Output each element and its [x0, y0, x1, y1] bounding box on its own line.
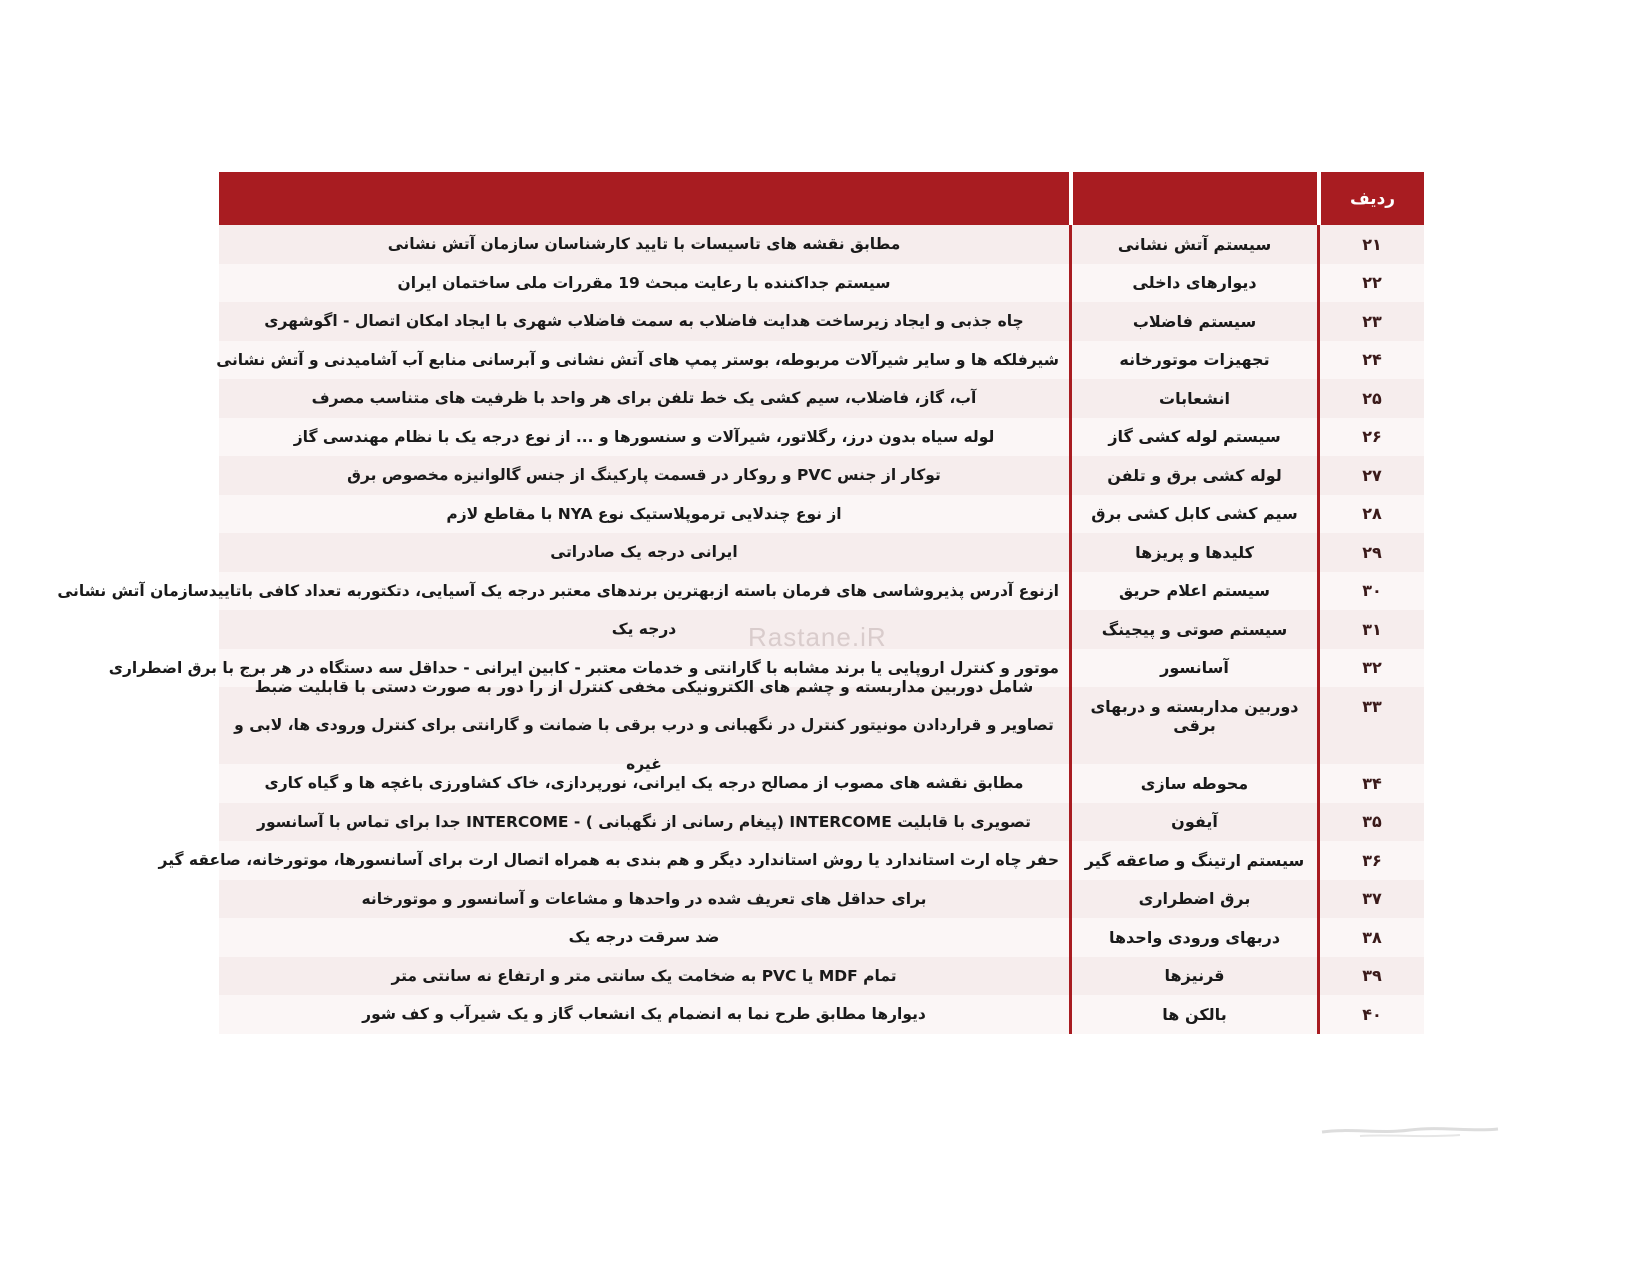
row-number: ۳۸ [1317, 918, 1424, 957]
row-number: ۳۶ [1317, 841, 1424, 880]
row-description: توکار از جنس PVC و روکار در قسمت پارکینگ از جنس گالوانیزه مخصوص برق [347, 466, 941, 484]
row-description: درجه یک [611, 620, 677, 638]
table-row [219, 533, 1424, 572]
table-row [219, 677, 1424, 773]
table-row [219, 764, 1424, 803]
table-row [219, 495, 1424, 534]
row-description: دیوارها مطابق طرح نما به انضمام یک انشعاب گاز و یک شیرآب و کف شور [362, 1005, 926, 1023]
scan-artifact [1320, 1120, 1500, 1142]
row-system: سیستم اعلام حریق [1069, 572, 1317, 611]
row-number: ۴۰ [1317, 995, 1424, 1034]
row-description: شیرفلکه ها و سایر شیرآلات مربوطه، بوستر پمپ های آتش نشانی و آبرسانی منابع آب آشامیدنی و آتش نشانی [216, 350, 1059, 369]
table-row [158, 841, 1424, 880]
row-number: ۲۳ [1317, 302, 1424, 341]
table-row [219, 302, 1424, 341]
header-row-number: ردیف [1317, 172, 1424, 225]
row-description: از نوع چندلایی ترموپلاستیک نوع NYA با مقاطع لازم [446, 504, 842, 523]
row-system: انشعابات [1069, 379, 1317, 418]
table-row [216, 341, 1424, 380]
row-description: ازنوع آدرس پذیروشاسی های فرمان باسته ازبهترین برندهای معتبر درجه یک آسیایی، دتکتوربه تعداد کافی باتاییدسازمان آتش نشانی [57, 581, 1059, 600]
row-system: دیوارهای داخلی [1069, 264, 1317, 303]
row-number: ۲۹ [1317, 533, 1424, 572]
row-system: برق اضطراری [1069, 880, 1317, 919]
table-row [219, 264, 1424, 303]
table-row [219, 418, 1424, 457]
table-header [219, 172, 1424, 225]
row-description: ایرانی درجه یک صادراتی [550, 543, 738, 561]
row-description: تمام MDF یا PVC به ضخامت یک سانتی متر و ارتفاع نه سانتی متر [391, 966, 897, 985]
header-description [219, 172, 1069, 225]
table-row [219, 880, 1424, 919]
watermark: Rastane.iR [748, 622, 887, 652]
spec-table [57, 172, 1424, 1034]
table-row [219, 225, 1424, 264]
row-system: لوله کشی برق و تلفن [1069, 456, 1317, 495]
row-description: شامل دوربین مداربسته و چشم های الکترونیکی مخفی کنترل از را دور به صورت دستی با قابلیت ضبط تصاویر و قراردادن مونیتور کنترل در نگهبانی و درب برقی با ضمانت و گارانتی برای کنترل ورودی ها، لابی و غیره [234, 677, 1054, 773]
row-description: سیستم جداکننده با رعایت مبحث 19 مقررات ملی ساختمان ایران [397, 273, 891, 292]
row-number: ۲۸ [1317, 495, 1424, 534]
row-system: بالکن ها [1069, 995, 1317, 1034]
header-system [1069, 172, 1317, 225]
row-system: محوطه سازی [1069, 764, 1317, 803]
row-description: مطابق نقشه های مصوب از مصالح درجه یک ایرانی، نورپردازی، خاک کشاورزی باغچه ها و گیاه کاری [264, 774, 1024, 792]
table-row [219, 379, 1424, 418]
row-number: ۳۵ [1317, 803, 1424, 842]
table-row [219, 957, 1424, 996]
row-system: دربهای ورودی واحدها [1069, 918, 1317, 957]
row-number: ۲۱ [1317, 225, 1424, 264]
row-number: ۲۷ [1317, 456, 1424, 495]
row-system: آسانسور [1069, 649, 1317, 688]
row-number: ۳۲ [1317, 649, 1424, 688]
row-system: سیستم آتش نشانی [1069, 225, 1317, 264]
row-system: تجهیزات موتورخانه [1069, 341, 1317, 380]
row-number: ۲۵ [1317, 379, 1424, 418]
row-number: ۳۷ [1317, 880, 1424, 919]
row-description: حفر چاه ارت استاندارد یا روش استاندارد دیگر و هم بندی به همراه اتصال ارت برای آسانسورها، موتورخانه، صاعقه گیر [158, 851, 1059, 869]
row-number: ۲۲ [1317, 264, 1424, 303]
table-row [219, 803, 1424, 842]
row-number: ۲۴ [1317, 341, 1424, 380]
row-description: چاه جذبی و ایجاد زیرساخت هدایت فاضلاب به سمت فاضلاب شهری با ایجاد امکان اتصال - اگوشهری [264, 312, 1024, 330]
row-system: سیستم صوتی و پیجینگ [1069, 610, 1317, 649]
table-row [219, 995, 1424, 1034]
row-description: ضد سرقت درجه یک [568, 928, 720, 946]
row-number: ۳۴ [1317, 764, 1424, 803]
row-number: ۲۶ [1317, 418, 1424, 457]
row-description: لوله سیاه بدون درز، رگلاتور، شیرآلات و سنسورها و ... از نوع درجه یک با نظام مهندسی گاز [293, 427, 995, 446]
row-system: سیستم فاضلاب [1069, 302, 1317, 341]
row-system: کلیدها و پریزها [1069, 533, 1317, 572]
row-system: سیستم لوله کشی گاز [1069, 418, 1317, 457]
table-row [219, 456, 1424, 495]
row-number: ۳۱ [1317, 610, 1424, 649]
row-number: ۳۹ [1317, 957, 1424, 996]
row-number: ۳۳ [1317, 687, 1424, 764]
table-row [57, 572, 1424, 611]
row-number: ۳۰ [1317, 572, 1424, 611]
row-system: قرنیزها [1069, 957, 1317, 996]
row-system: دوربین مداربسته و دربهای برقی [1069, 687, 1317, 764]
row-description: مطابق نقشه های تاسیسات با تایید کارشناسان سازمان آتش نشانی [387, 235, 901, 253]
row-system: سیم کشی کابل کشی برق [1069, 495, 1317, 534]
row-description: تصویری با قابلیت INTERCOME (پیغام رسانی از نگهبانی ) - INTERCOME جدا برای تماس با آسانسور [257, 812, 1031, 831]
row-system: آیفون [1069, 803, 1317, 842]
table-row [219, 918, 1424, 957]
row-description: برای حداقل های تعریف شده در واحدها و مشاعات و آسانسور و موتورخانه [361, 889, 927, 908]
row-system: سیستم ارتینگ و صاعقه گیر [1069, 841, 1317, 880]
row-description: موتور و کنترل اروپایی یا برند مشابه با گارانتی و خدمات معتبر - کابین ایرانی - حداقل سه دستگاه در هر برج با برق اضطراری [108, 658, 1059, 677]
row-description: آب، گاز، فاضلاب، سیم کشی یک خط تلفن برای هر واحد با ظرفیت های متناسب مصرف [311, 389, 977, 407]
